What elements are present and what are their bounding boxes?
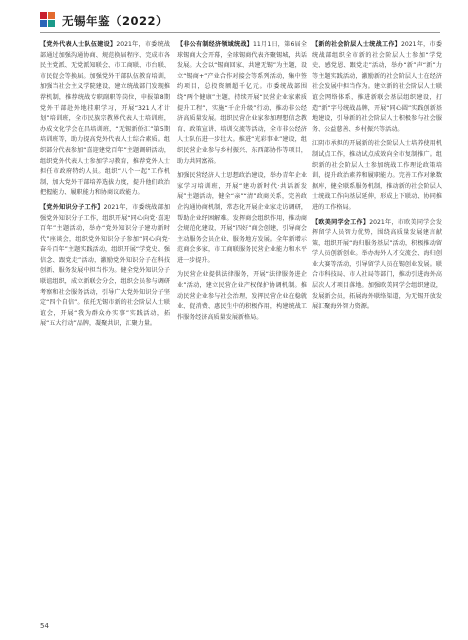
section-paragraph [177,171,307,266]
section-title: 【欧美同学会工作】 [312,218,370,226]
section-paragraph [312,139,442,213]
section-body: 11月1日，第6届全球锡商大会开幕，全球锡商代表齐聚锡城，共话发展。大会以“锡商回家、共建无锡”为主题，设立“锡商+”产业合作对接会等系列活动，集中签约项目，总投资额超千亿元。市委统战部围绕“两个健康”主题，持续开展“民营企业家素质提升工程”，实施“千企升级”行动，推动非公经济高质量发展。组织民营企业家参加理想信念教育、政策宣讲、培训交流等活动，全市非公经济人士队伍进一步壮大。推进“光彩事业”建设，组织民营企业参与乡村振兴、东西部协作等项目，助力共同富裕。 [177,41,307,165]
section-title: 【新的社会阶层人士统战工作】 [312,41,402,48]
text-column-1 [40,40,170,620]
page-number: 54 [40,622,49,630]
section-title: 【非公有制经济领域统战】 [177,41,254,48]
text-column-3 [312,40,442,620]
section-intellectuals [40,203,170,330]
section-body: 2021年，市委统战部组织全市新的社会阶层人士参加“学党史、感党恩、跟党走”活动，举办“新”声“新”力等主题实践活动，激励新的社会阶层人士在经济社会发展中担当作为。建立新的社会阶层人士联谊会网络体系，推进新联会基层组织建设，打造“新”字号统战品牌，开展“同心圆”实践创新基地建设，引导新的社会阶层人士积极参与社会服务、公益慈善、乡村振兴等活动。 [312,41,442,133]
section-title: 【党外代表人士队伍建设】 [40,41,117,48]
section-body: 江阴市承担的开展新的社会阶层人士培养使用机制试点工作，推动试点成效向全市复制推广。组织新的社会阶层人士参加统战工作理论政策培训，提升政治素养和履职能力。完善工作对象数据库，健全联系服务机制，推动新的社会阶层人士统战工作向基层延伸，形成上下联动、协同推进的工作格局。 [312,140,442,211]
section-body: 2021年，市委统战部加强党外知识分子工作，组织开展“同心向党·喜迎百年”主题活动，举办“党外知识分子建功新时代”座谈会，组织党外知识分子参加“同心向党·奋斗百年”主题实践活动，组织开展“学党史、强信念、跟党走”活动，激励党外知识分子在科技创新、服务发展中担当作为。健全党外知识分子联谊组织，成立新联会分会，组织会员参与调研考察和社会服务活动，引导广大党外知识分子坚定“四个自信”。依托无锡市新的社会阶层人士联谊会，开展“我为群众办实事”实践活动，拓展“五大行动”品牌，凝聚共识，汇聚力量。 [40,203,170,328]
section-paragraph [177,270,307,323]
section-returned-scholars [312,218,442,313]
section-party-representatives [40,40,170,199]
section-body: 2021年，市欧美同学会发挥留学人员智力优势，围绕高质量发展建言献策，组织开展“海归服务基层”活动，积极推动留学人员创新创业。举办海外人才交流会、海归创业大赛等活动，引导留学人员在锡创业发展。联合市科技局、市人社局等部门，推动引进海外高层次人才项目落地。加强欧美同学会组织建设，发展新会员，拓展海外联络渠道，为无锡开放发展汇聚海外智力资源。 [312,218,442,311]
section-body: 为民营企业提供法律服务，开展“法律服务进企业”活动，建立民营企业产权保护协调机制。推动民营企业参与社会治理，发挥民营企业在稳就业、促消费、惠民生中的积极作用，构建统战工作服务经济高质量发展新格局。 [177,271,307,321]
section-body: 加强民营经济人士思想政治建设，举办青年企业家学习培训班，开展“建功新时代·共话新发展”主题活动，健全“亲”“清”政商关系，完善政企沟通协商机制，常态化开展企业家走访调研，帮助企业纾困解难。发挥商会组织作用，推动商会规范化建设，开展“四好”商会创建，引导商会主动服务会员企业、服务地方发展。全年新增示范商会多家，市工商联服务民营企业能力和水平进一步提升。 [177,172,307,264]
yearbook-title: 无锡年鉴（2022） [62,14,169,28]
yearbook-logo-icon [40,12,56,28]
header-divider [40,32,440,33]
section-body: 2021年，市委统战部通过加强沟通协商、规范换届程序、完成市各民主党派、无党派知联会、市工商联、市台联、市民促会等换届。加强党外干部队伍教育培训，加强当社会主义学院建设，建立统战部门发现推荐机制，推荐统战专职副职等岗位，申报第8期党外干部赴外地挂职学习，开展“321人才计划”培训班，全市民族宗教界代表人士培训班，办成文化学会在昌培训班，“无锡新侨汇”第5期培训班等，助力提高党外代表人士综合素质。组织部分代表参加“喜迎建党百年”主题调研活动，组织党外代表人士参加学习教育，推荐党外人士担任市政府特约人员。组织“八个一起”工作机制，加大党外干部培养选拔力度，提升他们政治把握能力、履职能力和协商议政能力。 [40,41,170,197]
section-private-economy [177,40,307,167]
section-title: 【党外知识分子工作】 [40,203,104,211]
section-new-social-strata [312,40,442,135]
text-column-2 [177,40,307,620]
